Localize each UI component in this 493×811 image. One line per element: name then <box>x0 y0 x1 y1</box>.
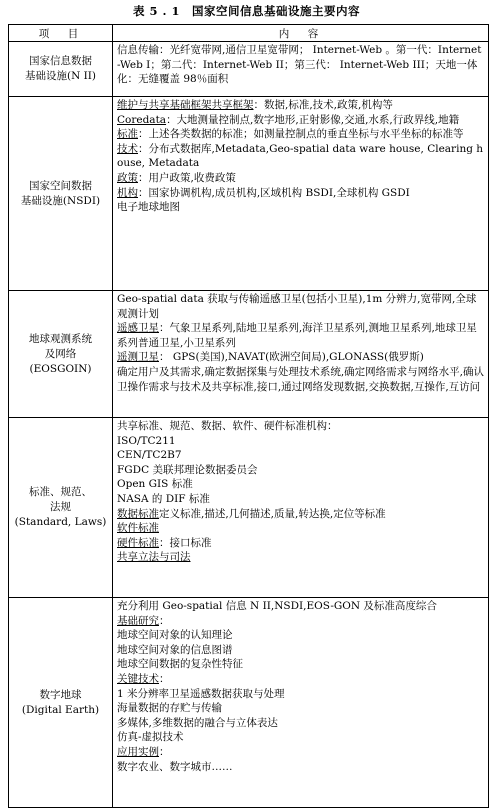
content-text: 地球空间数据的复杂性特征 <box>117 658 243 671</box>
content-text: ：国家协调机构,成员机构,区域机构 BSDI,全球机构 GSDI <box>138 186 410 199</box>
header-row <box>9 25 489 42</box>
row-content <box>113 418 489 598</box>
row-item <box>9 291 113 418</box>
content-text: Open GIS 标准 <box>117 478 193 491</box>
content-paragraph <box>117 550 485 565</box>
content-text: ISO/TC211 <box>117 434 176 447</box>
underlined-term: 数据标准 <box>117 507 159 520</box>
content-paragraph <box>117 419 485 434</box>
underlined-term: 技术 <box>117 142 138 155</box>
underlined-term: 遥测卫星 <box>117 351 159 364</box>
content-text: ： <box>159 745 170 758</box>
content-text: FGDC 美联邦理论数据委员会 <box>117 463 258 476</box>
content-text: 仿真-虚拟技术 <box>117 731 184 744</box>
row-item-line: 基础设施(NSDI) <box>20 194 101 207</box>
content-paragraph <box>117 113 485 128</box>
row-item-line: 国家信息数据 <box>29 55 92 67</box>
content-paragraph <box>117 448 485 463</box>
infrastructure-table <box>8 24 489 808</box>
content-paragraph <box>117 98 485 113</box>
row-item-line: 地球观测系统 <box>29 332 92 345</box>
content-text: ： <box>159 672 170 685</box>
content-paragraph <box>117 760 485 775</box>
content-text: 地球空间对象的认知理论 <box>117 629 233 642</box>
content-text: ：分布式数据库,Metadata,Geo-spatial data ware house, Clearing house, Metadata <box>117 142 484 170</box>
content-paragraph <box>117 521 485 536</box>
underlined-term: 硬件标准 <box>117 536 159 549</box>
row-item-line: 及网络 <box>44 347 77 360</box>
row-content <box>113 291 489 418</box>
content-paragraph <box>117 745 485 760</box>
row-content <box>113 598 489 808</box>
row-item-line: 法规 <box>50 501 71 513</box>
content-paragraph <box>117 643 485 658</box>
content-paragraph <box>117 321 485 350</box>
content-paragraph <box>117 701 485 716</box>
row-item <box>9 418 113 598</box>
content-paragraph <box>117 365 485 394</box>
content-text: ： GPS(美国),NAVAT(欧洲空间局),GLONASS(俄罗斯) <box>159 351 424 364</box>
content-text: ：大地测量控制点,数字地形,正射影像,交通,水系,行政界线,地籍 <box>166 113 460 126</box>
underlined-term: 应用实例 <box>117 745 159 758</box>
row-item-line: 标准、规范、 <box>29 486 92 498</box>
row-content <box>113 97 489 291</box>
content-text: 共享标准、规范、数据、软件、硬件标准机构： <box>117 420 338 432</box>
underlined-term: 标准 <box>117 128 138 141</box>
content-text: ：接口标准 <box>159 536 212 549</box>
content-paragraph <box>117 186 485 201</box>
underlined-term: 遥感卫星 <box>117 322 159 335</box>
content-text: NASA 的 DIF 标准 <box>117 492 210 505</box>
row-item-line: (Digital Earth) <box>21 703 100 716</box>
content-text: CEN/TC2B7 <box>117 449 182 462</box>
content-text: 确定用户及其需求,确定数据探集与处理技术系统,确定网络需求与网络水平,确认卫操作需求与技术及共享标准,接口,通过网络发现数据,交换数据,互操作,互访问 <box>117 365 485 393</box>
content-paragraph <box>117 477 485 492</box>
content-paragraph <box>117 350 485 365</box>
content-paragraph <box>117 292 485 321</box>
content-paragraph <box>117 200 485 215</box>
content-paragraph <box>117 171 485 186</box>
row-item-line: 基础设施(N II) <box>24 70 96 82</box>
row-item <box>9 42 113 97</box>
content-paragraph <box>117 628 485 643</box>
underlined-term: 机构 <box>117 186 138 199</box>
content-text: 地球空间对象的信息图谱 <box>117 643 233 656</box>
underlined-term: Coredata <box>117 113 167 126</box>
content-paragraph <box>117 614 485 629</box>
content-paragraph <box>117 463 485 478</box>
content-paragraph <box>117 687 485 702</box>
content-paragraph <box>117 672 485 687</box>
table-row <box>9 97 489 291</box>
content-text: Geo-spatial data 获取与传输遥感卫星(包括小卫星),1m 分辨力,宽带网,全球观测计划 <box>117 293 477 320</box>
content-text: 1 米分辨率卫星遥感数据获取与处理 <box>117 687 285 700</box>
content-text: ： <box>159 614 170 627</box>
content-text: ：气象卫星系列,陆地卫星系列,海洋卫星系列,测地卫星系列,地球卫星系列普通卫星,小卫星系列 <box>117 322 477 349</box>
underlined-term: 政策 <box>117 171 138 184</box>
content-paragraph <box>117 536 485 551</box>
content-paragraph <box>117 43 485 87</box>
row-item-line: 国家空间数据 <box>29 179 92 192</box>
underlined-term: 关键技术 <box>117 672 159 685</box>
table-row <box>9 42 489 97</box>
content-paragraph <box>117 492 485 507</box>
row-item <box>9 97 113 291</box>
content-text: ：用户政策,收费政策 <box>138 171 236 184</box>
content-paragraph <box>117 142 485 171</box>
table-row <box>9 418 489 598</box>
row-content <box>113 42 489 97</box>
header-content: 内 容 <box>113 25 489 42</box>
underlined-term: 共享立法与司法 <box>117 551 191 564</box>
table-row <box>9 291 489 418</box>
underlined-term: 维护与共享基础框架共享框架 <box>117 99 254 111</box>
content-paragraph <box>117 127 485 142</box>
underlined-term: 基础研究 <box>117 614 159 627</box>
content-text: 充分利用 Geo-spatial 信息 N II,NSDI,EOS-GON 及标准高度综合 <box>117 600 437 612</box>
row-item-line: 数字地球 <box>39 688 82 701</box>
content-paragraph <box>117 599 485 614</box>
header-item: 项 目 <box>9 25 113 42</box>
row-item <box>9 598 113 808</box>
content-paragraph <box>117 657 485 672</box>
content-paragraph <box>117 730 485 745</box>
underlined-term: 软件标准 <box>117 522 159 535</box>
row-item-line: (Standard, Laws) <box>14 516 107 528</box>
content-text: 电子地球地图 <box>117 201 180 214</box>
content-text: 海量数据的存贮与传输 <box>117 702 222 715</box>
table-caption: 表 5 . 1 国家空间信息基础设施主要内容 <box>132 4 361 18</box>
content-text: 定义标准,描述,几何描述,质量,转达换,定位等标准 <box>159 507 386 520</box>
content-text: 数字农业、数字城市…… <box>117 760 233 773</box>
content-text: 信息传输：光纤宽带网,通信卫星宽带网； Internet-Web 。第一代：Internet-Web I；第二代：Internet-Web II；第三代： Internet-Web III；天地一体化：无缝覆盖 98％面积 <box>117 44 482 86</box>
table-row <box>9 598 489 808</box>
content-text: 多媒体,多维数据的融合与立体表达 <box>117 716 278 729</box>
row-item-line: (EOSGOIN) <box>29 362 92 375</box>
content-paragraph <box>117 507 485 522</box>
content-text: ：数据,标准,技术,政策,机构等 <box>253 99 393 111</box>
content-paragraph <box>117 716 485 731</box>
content-paragraph <box>117 434 485 449</box>
content-text: ：上述各类数据的标准；如测量控制点的垂直坐标与水平坐标的标准等 <box>138 128 464 141</box>
